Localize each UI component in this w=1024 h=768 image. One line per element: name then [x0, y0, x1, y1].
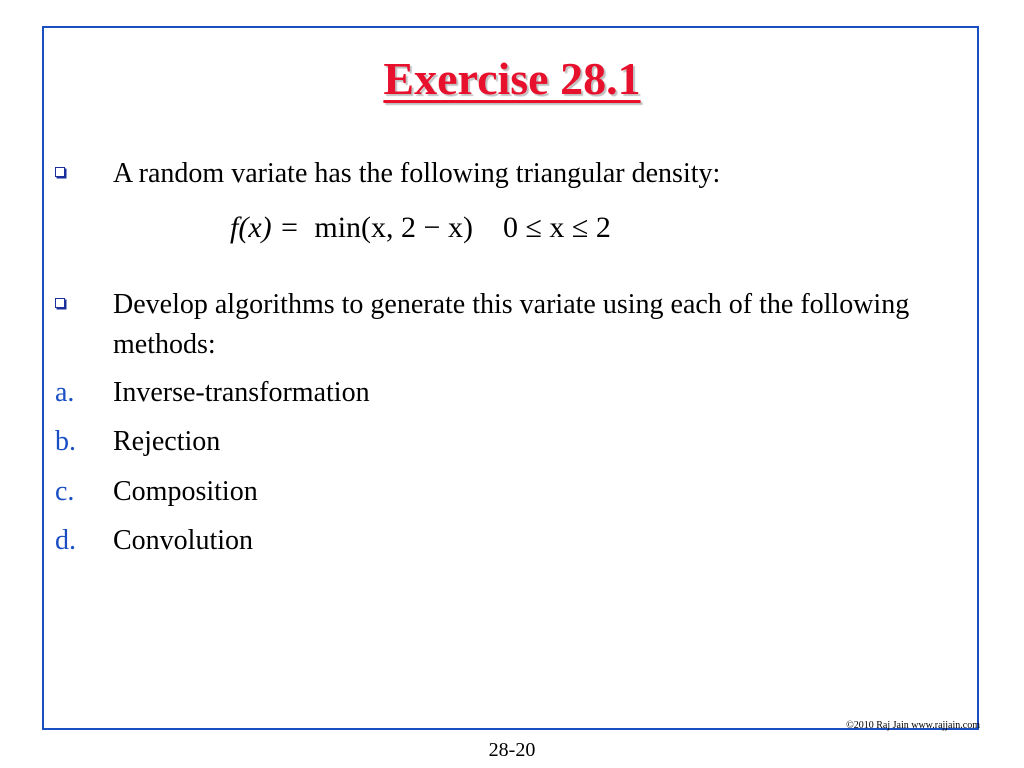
copyright-notice: ©2010 Raj Jain www.rajjain.com	[846, 720, 980, 731]
method-letter: a.	[55, 377, 75, 408]
square-bullet-icon	[55, 167, 65, 177]
density-formula	[230, 208, 611, 248]
formula-lhs: f(x) =	[230, 211, 300, 244]
method-letter: b.	[55, 426, 76, 457]
method-letter: d.	[55, 525, 76, 556]
page-number: 28-20	[488, 739, 536, 761]
formula-range: 0 ≤ x ≤ 2	[502, 211, 611, 244]
method-text: Inverse-transformation	[113, 377, 370, 408]
method-text: Rejection	[113, 426, 221, 457]
bullet-text-1: A random variate has the following triangular density:	[113, 158, 721, 189]
method-text: Convolution	[113, 525, 254, 556]
method-text: Composition	[113, 476, 258, 507]
square-bullet-icon	[55, 298, 65, 308]
slide-title: Exercise 28.1	[383, 53, 641, 104]
bullet-text-2: Develop algorithms to generate this variate using each of the following methods:	[113, 289, 910, 360]
formula-rhs: min(x, 2 − x)	[314, 211, 473, 244]
method-letter: c.	[55, 476, 75, 507]
